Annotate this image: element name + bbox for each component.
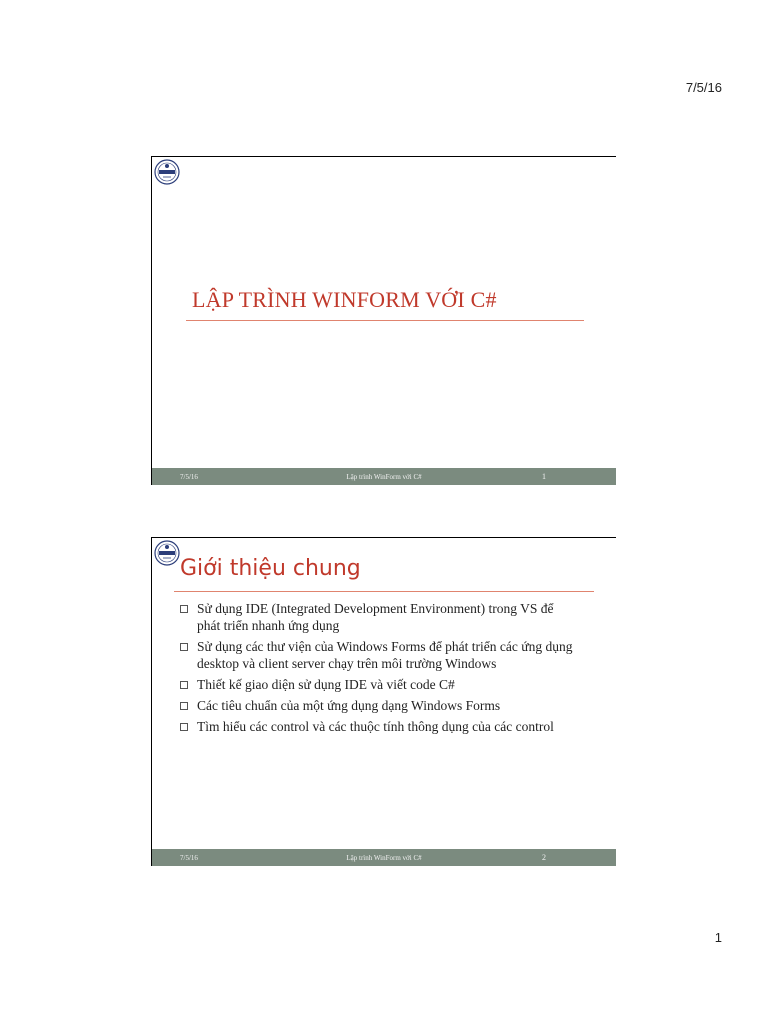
page-number: 1 xyxy=(714,930,722,945)
bullet-item xyxy=(180,718,580,735)
bullet-list xyxy=(180,600,580,739)
bullet-item xyxy=(180,676,580,693)
bullet-item xyxy=(180,697,580,714)
title-divider xyxy=(174,591,594,592)
footer-slide-number: 2 xyxy=(542,853,546,862)
slide-footer xyxy=(152,468,616,485)
page-date: 7/5/16 xyxy=(685,80,722,95)
ptit-logo-icon xyxy=(154,159,180,185)
slide-title: Giới thiệu chung xyxy=(180,556,361,581)
square-bullet-icon xyxy=(180,643,188,651)
title-divider xyxy=(186,320,584,321)
ptit-logo-icon xyxy=(154,540,180,566)
bullet-text: Các tiêu chuẩn của một ứng dụng dạng Windows Forms xyxy=(197,698,501,713)
footer-date: 7/5/16 xyxy=(180,473,198,481)
bullet-item xyxy=(180,600,580,634)
bullet-text: Sử dụng các thư viện của Windows Forms để phát triển các ứng dụng desktop và client server chạy trên môi trường Windows xyxy=(197,639,573,671)
bullet-text: Sử dụng IDE (Integrated Development Environment) trong VS để phát triển nhanh ứng dụng xyxy=(197,601,554,633)
slide-footer xyxy=(152,849,616,866)
slide-2 xyxy=(151,537,616,866)
square-bullet-icon xyxy=(180,702,188,710)
footer-date: 7/5/16 xyxy=(180,854,198,862)
slide-1 xyxy=(151,156,616,485)
square-bullet-icon xyxy=(180,605,188,613)
footer-slide-number: 1 xyxy=(542,472,546,481)
bullet-item xyxy=(180,638,580,672)
bullet-text: Thiết kế giao diện sử dụng IDE và viết code C# xyxy=(197,677,455,692)
square-bullet-icon xyxy=(180,681,188,689)
square-bullet-icon xyxy=(180,723,188,731)
footer-title: Lập trình WinForm với C# xyxy=(346,854,422,862)
slide-title: LẬP TRÌNH WINFORM VỚI C# xyxy=(192,287,497,312)
footer-title: Lập trình WinForm với C# xyxy=(346,473,422,481)
bullet-text: Tìm hiểu các control và các thuộc tính thông dụng của các control xyxy=(197,719,554,734)
